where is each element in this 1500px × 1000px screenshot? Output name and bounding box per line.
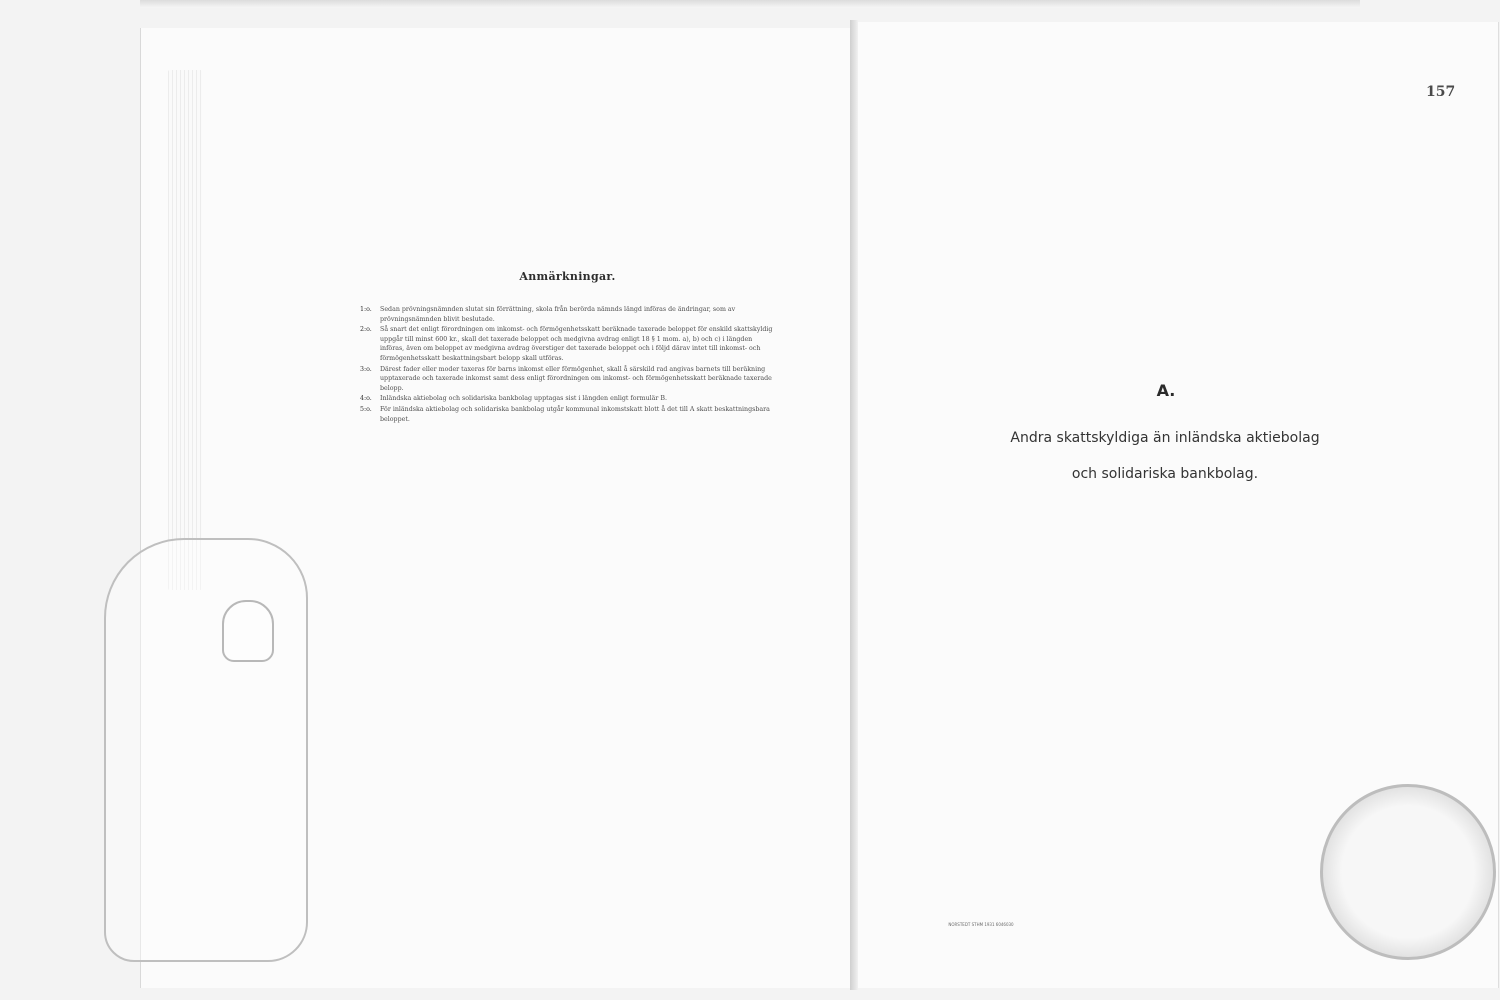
remark-item xyxy=(360,394,775,404)
remark-text: Därest fader eller moder taxeras för barns inkomst eller förmögenhet, skall å särskild rad angivas barnets till beräkning upptaxerade och taxerade inkomst samt dess enligt förordningen om inkomst- och förmögenhetsskatt beräknade taxerade belopp. xyxy=(380,365,772,392)
section-title-line-2: och solidariska bankbolag. xyxy=(1071,466,1259,482)
remark-item xyxy=(360,305,775,324)
printer-mark: NORSTEDT STHM 1931 6046030 xyxy=(948,922,1014,927)
remark-text: Sedan prövningsnämnden slutat sin förrättning, skola från berörda nämnds längd införas de ändringar, som av prövningsnämnden blivit beslutade. xyxy=(380,306,736,323)
remarks-section xyxy=(360,270,775,425)
remarks-heading: Anmärkningar. xyxy=(519,270,616,283)
remark-number: 2:o. xyxy=(360,326,372,334)
magnifier-lens xyxy=(1320,784,1496,960)
section-letter: A. xyxy=(1156,381,1176,400)
remark-text: Så snart det enligt förordningen om inkomst- och förmögenhetsskatt beräknade taxerade beloppet för enskild skattskyldig uppgår till minst 600 kr., skall det taxerade beloppet och medgivna avdrag enligt 18 § 1 mom. a), b) och c) i längden införas, även om beloppet av medgivna avdrag överstiger det taxerade beloppet och i följd därav intet till inkomst- och förmögenhetsskatt beskattningsbart belopp skall utföras. xyxy=(380,326,773,362)
remark-text: För inländska aktiebolag och solidariska bankbolag utgår kommunal inkomstskatt blott å det till A skatt beskattningsbara beloppet. xyxy=(380,405,770,423)
remark-item xyxy=(360,405,775,424)
page-stack-edge xyxy=(168,70,202,590)
book-top-edge xyxy=(140,0,1360,8)
remark-number: 5:o. xyxy=(360,405,372,413)
hand-holding-page xyxy=(104,538,308,962)
section-title-line-1: Andra skattskyldiga än inländska aktiebolag xyxy=(1010,430,1320,446)
remark-item xyxy=(360,325,775,363)
remark-number: 3:o. xyxy=(360,365,372,373)
remark-item xyxy=(360,365,775,394)
remark-number: 4:o. xyxy=(360,395,372,403)
remark-number: 1:o. xyxy=(360,306,372,313)
thumb xyxy=(222,600,274,662)
book-gutter xyxy=(850,20,858,990)
page-number: 157 xyxy=(1426,84,1456,100)
remark-text: Inländska aktiebolag och solidariska bankbolag upptagas sist i längden enligt formulär B. xyxy=(380,395,668,403)
